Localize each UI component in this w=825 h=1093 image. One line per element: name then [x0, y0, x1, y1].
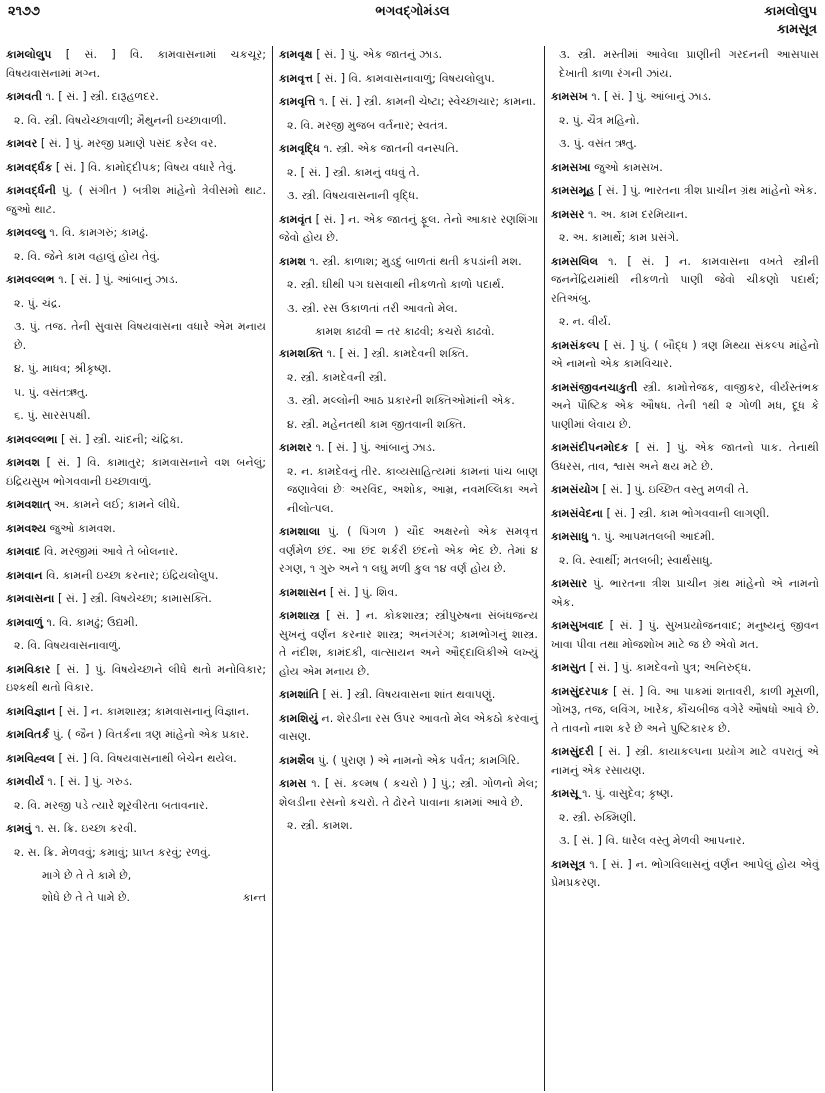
sub-sense: ૨. પું. ચૈત્ર મહિનો.	[559, 113, 640, 127]
definition: ૧. [ સં. ] ન. ભોગવિલાસનું વર્ણન આપેલું હોય એવું પ્રેમપ્રકરણ.	[551, 857, 819, 889]
dictionary-entry	[551, 182, 819, 201]
quote-text: કામશ કાઢવી = તર કાઢવી; કચરો કાઢવો.	[315, 325, 495, 338]
sub-sense: ૪. સ્ત્રી. મહેનતથી કામ જીતવાની શક્તિ.	[287, 417, 467, 431]
dictionary-entry	[279, 439, 538, 458]
headword: કામવૃત્ત	[279, 71, 314, 85]
definition: [ સં. ] સ્ત્રી. કામ ભોગવવાની લાગણી.	[602, 506, 770, 520]
headword: કામસખ	[551, 90, 588, 103]
quote-attribution: કાન્ત	[242, 891, 266, 904]
definition: ૧. [ સં. ] પું. ગરુડ.	[43, 775, 133, 788]
sub-sense: ૩. પું. તજ. તેની સુવાસ વિષયવાસના વધારે એમ મનાય છે.	[14, 320, 266, 352]
headword: કામસમૂહ	[551, 184, 595, 197]
definition: ૧. પું. વાસુદેવ; કૃષ્ણ.	[578, 787, 674, 800]
definition: [ સં. ] સ્ત્રી. ચાંદની; ચંદ્રિકા.	[57, 432, 184, 446]
definition: પું. ( જૈન ) વિતર્કના ત્રણ માંહેનો એક પ્રકાર.	[49, 728, 250, 741]
headword: કામવતી	[6, 90, 43, 103]
headword: કામવશ્ય	[6, 521, 47, 535]
dictionary-entry	[6, 820, 266, 839]
dictionary-entry	[6, 159, 266, 178]
definition: [ સં. ] વિ. વિષયવાસનાથી બેચેન થયેલ.	[54, 751, 237, 765]
column-1	[0, 46, 273, 1091]
definition: અ. કામને લઈ; કામને લીધે.	[50, 498, 180, 511]
definition: પું. ભારતના ત્રીશ પ્રાચીન ગ્રંથ માંહેનો એ નામનો એક.	[551, 577, 819, 609]
quotation	[6, 889, 266, 906]
dictionary-entry	[551, 206, 819, 225]
headword: કામશ	[279, 254, 307, 268]
headword: કામસાર	[551, 577, 588, 590]
headword: કામસૂ	[551, 787, 579, 800]
dictionary-entry	[279, 584, 538, 603]
dictionary-entry	[279, 70, 538, 89]
dictionary-entry	[279, 710, 538, 747]
definition: ૧. [ સં. ] સ્ત્રી. કામની ચેષ્ટા; સ્વેચ્છાચાર; કામના.	[315, 95, 536, 108]
dictionary-entry	[6, 224, 266, 243]
dictionary-entry	[551, 337, 819, 374]
sub-sense: ૨. સ્ત્રી. કામશ.	[287, 819, 353, 832]
quote-text: શોધે છે તે તે પામે છે.	[42, 891, 131, 904]
dictionary-entry	[551, 575, 819, 612]
headword: કામશર	[279, 441, 312, 454]
headword: કામવર્દ્ધક	[6, 160, 53, 174]
definition: પું. ( સંગીત ) બત્રીશ માંહેનો ત્રેવીસમો થાટ. જુઓ થાટ.	[6, 184, 266, 216]
quotation	[279, 323, 538, 340]
headword: કામશૈલ	[279, 753, 315, 767]
headword: કામવાસના	[6, 592, 55, 605]
definition: ૧. સ્ત્રી. એક જાતની વનસ્પતિ.	[320, 142, 459, 155]
dictionary-entry	[551, 439, 819, 476]
definition: ૧. સ્ત્રી. કાળાશ; મુડદું બાળતાં થતી કપડાંની મશ.	[306, 254, 522, 268]
headword: કામવીર્ય	[6, 775, 44, 788]
guide-word-last: કામસૂત્ર	[776, 22, 817, 37]
headword: કામસાધુ	[551, 530, 589, 543]
definition: સ્ત્રી. કામોત્તેજક, વાજીકર, વીર્યસ્તંભક અને પૌષ્ટિક એક ઔષધ. તેની ૧થી ૨ ગોળી મધ, દૂધ કે પાણીમાં લેવાય છે.	[551, 380, 819, 431]
headword: કામસુંદરપાક	[551, 684, 609, 698]
column-3	[545, 46, 825, 1091]
headword: કામવિજ્ઞાન	[6, 704, 56, 718]
dictionary-entry	[279, 523, 538, 579]
headword: કામવું	[6, 822, 32, 835]
headword: કામશાસ્ત્ર	[279, 609, 320, 622]
headword: કામશાલા	[279, 525, 321, 538]
dictionary-entry	[551, 659, 819, 678]
dictionary-entry	[551, 505, 819, 524]
definition: [ સં. ] પું. વિષયેચ્છાને લીધે થતો મનોવિકાર; ઇશ્કથી થતો વિકાર.	[6, 662, 266, 694]
dictionary-entry	[6, 567, 266, 586]
definition: જુઓ કામસખ.	[590, 160, 663, 174]
sub-sense: ૨. વિ. મરજી પડે ત્યારે શૂરવીરતા બતાવનાર.	[14, 798, 209, 812]
sub-sense: ૨. ન. વીર્ય.	[559, 315, 612, 328]
headword: કામલોલુપ	[6, 48, 52, 61]
sub-sense: ૨. ન. કામદેવનું તીર. કાવ્યસાહિત્યમાં કામનાં પાંચ બાણ જણાવેલાં છેઃ અરવિંદ, અશોક, આમ્ર, નવમલ્લિકા અને નીલોત્પલ.	[287, 464, 538, 515]
definition: પું. ( પિંગળ ) ચૌદ અક્ષરનો એક સમવૃત્ત વર્ણમેળ છંદ. આ છંદ શર્કરી છંદનો એક ભેદ છે. તેમાં ૪ રગણ, ૧ ગુરુ અને ૧ લઘુ મળી કુલ ૧૪ વર્ણ હોય છે.	[279, 525, 538, 575]
headword: કામસંદીપનમોદક	[551, 441, 629, 454]
headword: કામશિયું	[279, 711, 318, 725]
sub-sense: ૩. સ્ત્રી. મલ્લોની આઠ પ્રકારની શક્તિઓમાંની એક.	[287, 394, 515, 407]
definition: ૧. [ સં. ] પું. આંબાનું ઝાડ.	[587, 90, 712, 103]
definition: ૧. [ સં. ] પું. આંબાનું ઝાડ.	[311, 441, 436, 454]
definition: ૧. પું. આપમતલબી આદમી.	[588, 530, 715, 543]
dictionary-entry	[551, 159, 819, 178]
headword: કામવૃંત	[279, 212, 312, 226]
dictionary-entry	[6, 88, 266, 107]
definition: [ સં. ] ન. કોકશાસ્ત્ર; સ્ત્રીપુરુષના સંબંધજન્ય સુખનું વર્ણન કરનાર શાસ્ત્ર; અનંગરંગ; કામભોગનું શાસ્ત્ર. તે નંદીશ, કામંદકી, વાત્સાયન અને ઔદ્દાલિકીએ લખ્યું હોય એમ મનાય છે.	[279, 609, 538, 678]
definition: ૧. [ સં. ] પું. આંબાનું ઝાડ.	[54, 273, 179, 286]
dictionary-entry	[279, 46, 538, 65]
definition: [ સં. ] પું. ઇચ્છિત વસ્તુ મળવી તે.	[598, 483, 749, 496]
headword: કામવલ્લભા	[6, 432, 58, 446]
headword: કામસંયોગ	[551, 483, 599, 496]
dictionary-entry	[279, 607, 538, 681]
definition: [ સં. ] સ્ત્રી. વિષયેચ્છા; કામાસક્તિ.	[54, 592, 212, 605]
definition: [ સં. ] ન. કામશાસ્ત્ર; કામવાસનાનું વિજ્ઞાન.	[55, 704, 250, 718]
dictionary-entry	[6, 431, 266, 450]
column-2	[273, 46, 545, 1091]
definition: [ સં. ] વિ. કામવાસનામાં ચકચૂર; વિષયવાસનામાં મગ્ન.	[6, 48, 266, 80]
sub-sense: ૨. વિ. મરજી મુજબ વર્તનાર; સ્વતંત્ર.	[287, 118, 448, 132]
dictionary-entry	[6, 46, 266, 83]
headword: કામવૃક્ષ	[279, 48, 313, 61]
dictionary-entry	[6, 614, 266, 633]
sub-sense: ૨. અ. કામાર્થે; કામ પ્રસંગે.	[559, 231, 679, 244]
dictionary-entry	[279, 345, 538, 364]
headword: કામવર	[6, 137, 38, 150]
sub-sense: ૨. પું. ચંદ્ર.	[14, 296, 62, 310]
dictionary-entry	[551, 88, 819, 107]
headword: કામવિહ્વલ	[6, 751, 55, 765]
guide-word-first: કામલોલુપ	[764, 4, 817, 19]
dictionary-entry	[551, 683, 819, 739]
headword: કામસખા	[551, 160, 591, 174]
definition: [ સં. ] પું. એક જાતનો પાક. તેનાથી ઉધરસ, તાવ, શ્વાસ અને ક્ષય મટે છે.	[551, 441, 819, 473]
headword: કામવાદ	[6, 545, 41, 558]
headword: કામવશ	[6, 456, 41, 469]
dictionary-entry	[279, 253, 538, 272]
dictionary-entry	[279, 211, 538, 248]
definition: ૧. [ સં. કલ્મષ ( કચરો ) ] પું.; સ્ત્રી. ગોળનો મેલ; શેલડીના રસનો કચરો. તે ઢોરને પાવાના કામમાં આવે છે.	[279, 777, 538, 809]
headword: કામવર્દ્ધની	[6, 184, 57, 197]
dictionary-entry	[6, 454, 266, 491]
definition: વિ. મરજીમાં આવે તે બોલનાર.	[40, 545, 179, 558]
headword: કામસુંદરી	[551, 745, 594, 758]
sub-sense: ૨. વિ. જેને કામ વહાલું હોય તેવું.	[14, 249, 160, 263]
definition: [ સં. ] વિ. કામાતુર; કામવાસનાને વશ બનેલું; ઇંદ્રિયસુખ ભોગવવાની ઇચ્છાવાળું.	[6, 456, 266, 488]
sub-sense: ૬. પું. સારસપક્ષી.	[14, 409, 91, 422]
dictionary-entry	[279, 140, 538, 159]
headword: કામસલિલ	[551, 254, 599, 268]
dictionary-entry	[6, 135, 266, 154]
definition: [ સં. ] સ્ત્રી. કાયાકલ્પના પ્રયોગ માટે વપરાતું એ નામનું એક રસાયણ.	[551, 745, 819, 777]
sub-sense: ૩. સ્ત્રી. વિષયવાસનાની વૃદ્ધિ.	[287, 189, 419, 202]
headword: કામસંકલ્પ	[551, 338, 600, 352]
headword: કામવાળું	[6, 615, 43, 629]
sub-sense: ૨. સ્ત્રી. ઘીથી પગ ઘસવાથી નીકળતો કાળો પદાર્થ.	[287, 278, 505, 291]
definition: [ સં. ] સ્ત્રી. વિષયવાસના શાંત થવાપણું.	[318, 688, 496, 701]
headword: કામવશાત્	[6, 498, 51, 511]
headword: કામસંવેદના	[551, 506, 603, 520]
sub-sense: ૩. સ્ત્રી. મસ્તીમાં આવેલા પ્રાણીની ગરદનની આસપાસ દેખાતી કાળા રંગની ઝાંય.	[559, 48, 819, 80]
headword: કામવલ્લુ	[6, 226, 46, 239]
headword: કામવિકાર	[6, 662, 51, 676]
definition: ૧. [ સં. ] ન. કામવાસના વખતે સ્ત્રીની જનનેંદ્રિયમાંથી નીકળતો પાણી જેવો ચીકણો પદાર્થ; રતિઅંબુ.	[551, 254, 819, 305]
definition: ૧. વિ. કામઢું; ઉદ્યમી.	[42, 615, 139, 629]
definition: [ સં. ] વિ. કામવાસનાવાળું; વિષયલોલુપ.	[313, 71, 495, 85]
definition: ન. શેરડીના રસ ઉપર આવતો મેલ એકઠો કરવાનું વાસણ.	[279, 711, 538, 743]
headword: કામશાંતિ	[279, 688, 319, 701]
definition: ૧. [ સં. ] સ્ત્રી. કામદેવની શક્તિ.	[323, 347, 469, 360]
headword: કામસંજીવનચાકુતી	[551, 380, 638, 394]
headword: કામસૂત્ર	[551, 857, 586, 871]
quotation	[6, 867, 266, 884]
dictionary-entry	[551, 785, 819, 804]
definition: [ સં. ] ન. એક જાતનું ફૂલ. તેનો આકાર રણશિંગા જેવો હોય છે.	[279, 212, 538, 244]
dictionary-entry	[6, 773, 266, 792]
definition: [ સં. ] પું. શિવ.	[326, 585, 398, 599]
definition: વિ. કામની ઇચ્છા કરનાર; ઇંદ્રિયલોલુપ.	[42, 568, 219, 582]
sub-sense: ૨. વિ. સ્વાર્થી; મતલબી; સ્વાર્થસાધુ.	[559, 553, 713, 567]
dictionary-entry	[279, 686, 538, 705]
quote-text: માગે છે તે તે કામે છે,	[42, 869, 132, 882]
dictionary-entry	[551, 617, 819, 654]
sub-sense: ૩. સ્ત્રી. રસ ઉકાળતાં તરી આવતો મેલ.	[287, 301, 458, 315]
definition: ૧. વિ. કામગરું; કામઢું.	[45, 226, 149, 239]
dictionary-entry	[551, 528, 819, 547]
headword: કામસર	[551, 207, 585, 221]
dictionary-entry	[6, 543, 266, 562]
dictionary-entry	[551, 856, 819, 893]
headword: કામવિતર્ક	[6, 728, 50, 741]
headword: કામસ	[279, 777, 307, 790]
definition: ૧. [ સં. ] સ્ત્રી. દારૂહળદર.	[42, 90, 159, 103]
headword: કામશાસન	[279, 585, 327, 599]
page-number: ૨૧૭૭	[8, 4, 41, 19]
sub-sense: ૨. સ્ત્રી. રુક્મિણી.	[559, 810, 637, 824]
headword: કામસુત	[551, 661, 587, 674]
headword: કામવલ્લભ	[6, 273, 55, 286]
dictionary-entry	[279, 775, 538, 812]
page-header	[0, 0, 825, 44]
dictionary-entry	[551, 481, 819, 500]
sub-sense: ૩. પું. વસંત ઋતુ.	[559, 137, 637, 150]
dictionary-entry	[551, 743, 819, 780]
headword: કામશક્તિ	[279, 347, 324, 360]
sub-sense: ૩. [ સં. ] વિ. ધારેલ વસ્તુ મેળવી આપનાર.	[559, 834, 746, 847]
definition: ૧. અ. કામ દરમિયાન.	[584, 207, 688, 221]
dictionary-entry	[6, 271, 266, 290]
headword: કામવૃત્તિ	[279, 95, 316, 108]
definition: [ સં. ] પું. એક જાતનું ઝાડ.	[312, 48, 443, 61]
definition: [ સં. ] વિ. કામોદ્દીપક; વિષય વધારે તેવું.	[52, 160, 237, 174]
definition: [ સં. ] પું. મરજી પ્રમાણે પસંદ કરેલ વર.	[37, 137, 218, 150]
definition: [ સં. ] પું. ભારતના ત્રીશ પ્રાચીન ગ્રંથ માંહેનો એક.	[594, 184, 818, 197]
sub-sense: ૨. વિ. સ્ત્રી. વિષયેચ્છાવાળી; મૈથુનની ઇચ્છાવાળી.	[14, 113, 227, 127]
sub-sense: ૪. પું. માધવ; શ્રીકૃષ્ણ.	[14, 362, 112, 375]
sub-sense: ૨. સ. ક્રિ. મેળવવું; કમાવું; પ્રાપ્ત કરવું; રળવું.	[14, 845, 211, 859]
dictionary-entry	[279, 93, 538, 112]
definition: ૧. સ. ક્રિ. ઇચ્છા કરવી.	[31, 822, 137, 835]
dictionary-entry	[6, 726, 266, 745]
definition: [ સં. ] પું. સુખપ્રયોજનવાદ; મનુષ્યનું જીવન ખાવા પીવા તથા મોજશોખ માટે જ છે એવો મત.	[551, 619, 819, 651]
definition: જુઓ કામવશ.	[46, 521, 116, 535]
headword: કામવૃદ્ધિ	[279, 142, 321, 155]
sub-sense: ૨. સ્ત્રી. કામદેવની સ્ત્રી.	[287, 370, 387, 384]
sub-sense: ૨. [ સં. ] સ્ત્રી. કામનું વધવું તે.	[287, 165, 420, 179]
headword: કામવાન	[6, 568, 43, 582]
definition: પું. ( પુરાણ ) એ નામનો એક પર્વત; કામગિરિ.	[314, 753, 520, 767]
dictionary-entry	[6, 182, 266, 219]
definition: [ સં. ] વિ. આ પાકમાં શતાવરી, કાળી મૂસળી, ગોખરૂ, તજ, લવિંગ, ખારેક, કૌંચબીજ વગેરે ઔષધો આવે છે. તે તાવનો નાશ કરે છે અને પુષ્ટિકારક છે.	[551, 684, 819, 735]
dictionary-entry	[6, 661, 266, 698]
dictionary-entry	[6, 520, 266, 539]
sub-sense: ૫. પું. વસંતઋતુ.	[14, 385, 89, 399]
page-title: ભગવદ્ગોમંડલ	[375, 4, 450, 19]
dictionary-entry	[6, 750, 266, 769]
headword: કામસુખવાદ	[551, 619, 604, 632]
dictionary-entry	[6, 703, 266, 722]
definition: [ સં. ] પું. કામદેવનો પુત્ર; અનિરુદ્ધ.	[586, 661, 752, 674]
definition: [ સં. ] પું. ( બૌદ્ધ ) ત્રણ મિથ્યા સંકલ્પ માંહેનો એ નામનો એક કામવિચાર.	[551, 338, 819, 370]
dictionary-entry	[6, 590, 266, 609]
dictionary-entry	[6, 496, 266, 515]
dictionary-entry	[279, 752, 538, 771]
dictionary-columns	[0, 46, 825, 1091]
dictionary-entry	[551, 253, 819, 309]
sub-sense: ૨. વિ. વિષયવાસનાવાળું.	[14, 639, 122, 652]
dictionary-entry	[551, 379, 819, 435]
